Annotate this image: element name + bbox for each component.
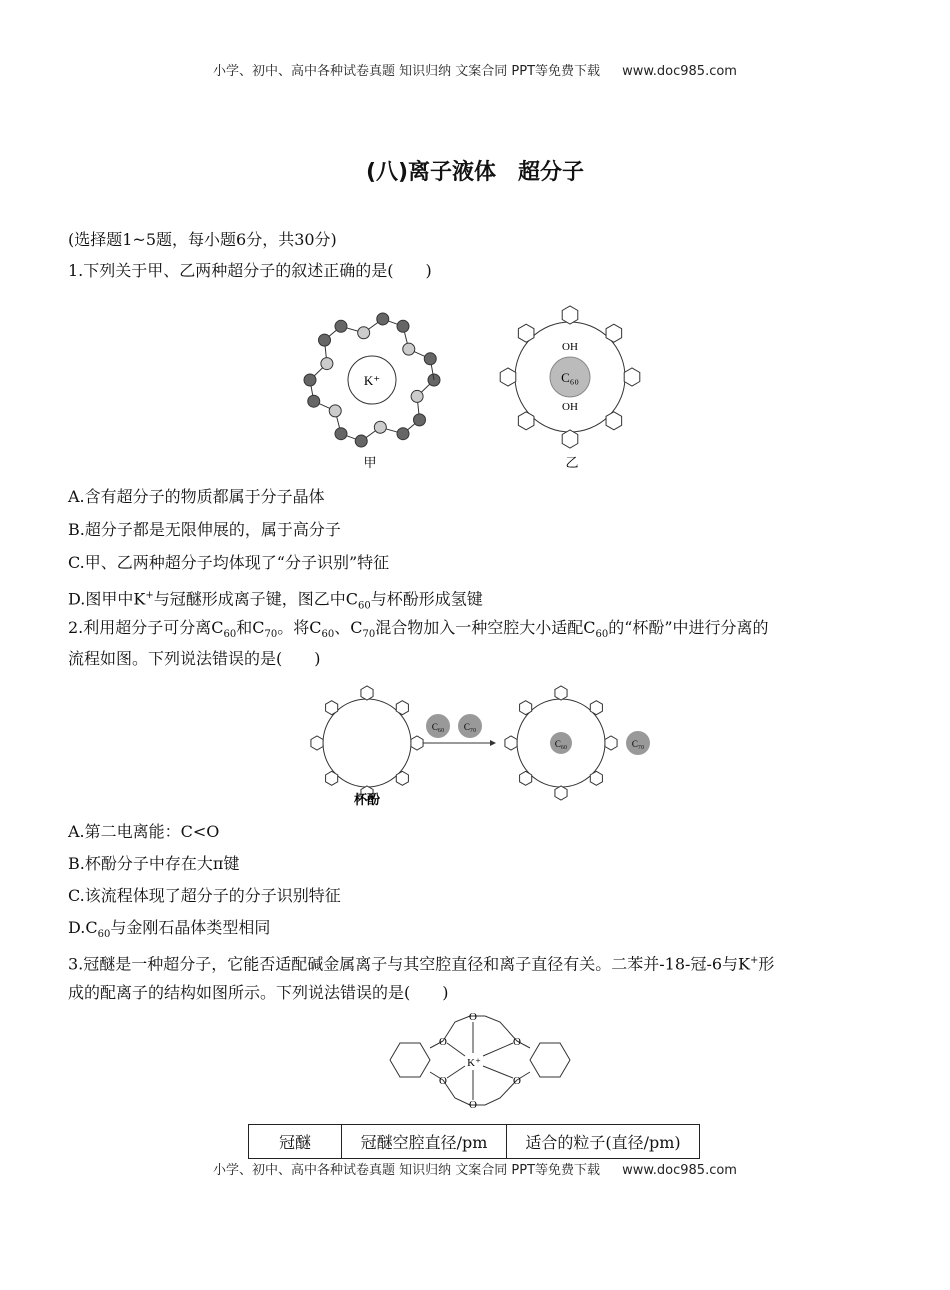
text-segment: B.杯酚分子中存在大π键 [68,854,240,873]
oxygen-label: O [439,1036,447,1048]
oxygen-label: O [469,1011,477,1023]
crown-ether-table [248,1124,700,1159]
q2-option-b [68,854,239,874]
footer-url[interactable]: www.doc985.com [622,1163,737,1178]
figure-dibenzo-crown-k [385,1008,575,1113]
text-segment: 。将C [277,618,322,637]
text-segment: 60 [595,629,609,641]
text-segment: 成的配离子的结构如图所示。下列说法错误的是( ) [68,983,449,1002]
text-segment: B.超分子都是无限伸展的，属于高分子 [68,520,341,539]
calixarene-label: 杯酚 [353,792,381,807]
text-segment: D.C [68,918,98,937]
text-segment: 1.下列关于甲、乙两种超分子的叙述正确的是( ) [68,261,432,280]
oxygen-label: O [513,1075,521,1087]
figure-separation-flow [295,680,665,810]
text-segment: 70 [264,629,278,641]
text-segment: 60 [321,629,335,641]
c60-ball: C₆₀ [431,722,445,732]
text-segment: D.图甲中K [68,589,146,609]
text-segment: 60 [357,600,371,612]
text-segment: C.该流程体现了超分子的分子识别特征 [68,886,341,905]
q1-option-d [68,586,483,617]
text-segment: 混合物加入一种空腔大小适配C [375,618,596,637]
q1-stem [68,261,432,281]
q1-option-c [68,553,389,573]
figure-crown-ether-jia [295,305,445,475]
text-segment: C.甲、乙两种超分子均体现了“分子识别”特征 [68,553,390,572]
text-segment: 70 [362,629,376,641]
oh-label: OH [562,401,578,413]
text-segment: + [749,955,759,966]
q2-option-a [68,822,219,842]
q1-option-b [68,520,341,540]
c70-separated: C₇₀ [631,739,645,749]
text-segment: 60 [97,929,111,941]
page-title: (八)离子液体 超分子 [365,160,585,185]
oxygen-label: O [439,1075,447,1087]
table-header: 冠醚空腔直径/pm [342,1125,507,1159]
label-jia: 甲 [363,455,377,470]
footer-text: 小学、初中、高中各种试卷真题 知识归纳 文案合同 PPT等免费下载 [213,1163,601,1178]
page-header [0,60,950,79]
text-segment: A.第二电离能：C<O [68,822,220,841]
header-text: 小学、初中、高中各种试卷真题 知识归纳 文案合同 PPT等免费下载 [213,64,601,79]
instructions [68,230,337,250]
text-segment: 与冠醚形成离子键，图乙中C [153,589,358,609]
text-segment: 与金刚石晶体类型相同 [110,918,271,937]
text-segment: 2.利用超分子可分离C [68,618,224,637]
text-segment: 的“杯酚”中进行分离的 [608,618,769,637]
c60-in-cavity: C₆₀ [554,739,568,749]
text-segment: 、C [334,618,363,637]
table-header: 冠醚 [249,1125,342,1159]
oxygen-label: O [513,1036,521,1048]
text-segment: (选择题1~5题，每小题6分，共30分) [68,230,337,249]
c70-ball: C₇₀ [463,722,477,732]
k-ion-label: K⁺ [467,1057,481,1069]
header-url[interactable]: www.doc985.com [622,64,737,79]
k-ion-label: K⁺ [363,373,381,388]
q2-option-c [68,886,341,906]
q3-stem [68,951,774,974]
text-segment: 流程如图。下列说法错误的是( ) [68,649,321,668]
q2-stem [68,618,769,645]
table-header-row [249,1125,700,1159]
text-segment: 与杯酚形成氢键 [370,589,483,609]
q3-stem-cont [68,983,449,1003]
oxygen-label: O [469,1099,477,1111]
text-segment: 和C [236,618,265,637]
q1-option-a [68,487,325,507]
text-segment: 3.冠醚是一种超分子，它能否适配碱金属离子与其空腔直径和离子直径有关。二苯并-18-冠-6与K [68,954,750,974]
text-segment: 形 [758,954,775,974]
q2-option-d [68,918,270,945]
text-segment: 60 [223,629,237,641]
oh-label: OH [562,341,578,353]
figure-calixarene-yi [490,295,650,475]
c60-label: C₆₀ [561,370,579,385]
text-segment: A.含有超分子的物质都属于分子晶体 [68,487,325,506]
text-segment: + [145,590,154,601]
q2-stem-cont [68,649,321,669]
page-footer [0,1159,950,1178]
label-yi: 乙 [565,455,579,470]
table-header: 适合的粒子(直径/pm) [507,1125,700,1159]
